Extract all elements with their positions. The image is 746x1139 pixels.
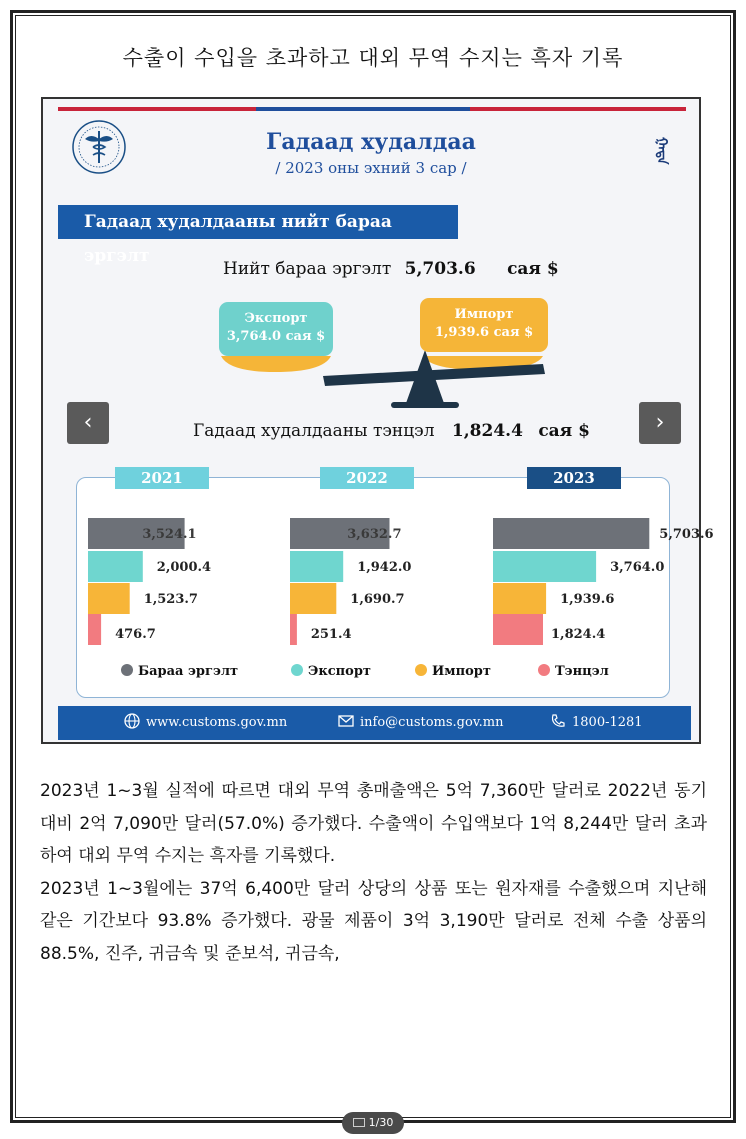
- bar-2022-3: [290, 583, 336, 614]
- legend-label: Бараа эргэлт: [138, 664, 239, 679]
- bar-2023-3: [493, 583, 546, 614]
- export-bubble-value: 3,764.0 сая $: [226, 329, 326, 344]
- legend-item-3: [415, 664, 491, 679]
- year-tab-2022: 2022: [320, 467, 414, 489]
- bar-2021-2: [88, 551, 143, 582]
- contact-footer: [58, 706, 691, 740]
- infographic-subtitle: / 2023 оны эхний 3 сар /: [275, 159, 467, 177]
- section-banner: Гадаад худалдааны нийт бараа эргэлт: [58, 205, 458, 239]
- paragraph: 2023년 1~3월 실적에 따르면 대외 무역 총매출액은 5억 7,360만 달러로 2022년 동기 대비 2억 7,090만 달러(57.0%) 증가했다. 수출액이 수입액보다 1억 8,244만 달러 초과하여 대외 무역 수지는 흑자를 기록했다.: [40, 781, 707, 867]
- bar-2021-4: [88, 614, 101, 645]
- bar-label-2023-3: 1,939.6: [560, 592, 615, 607]
- page-indicator: [342, 1112, 404, 1134]
- footer-website-text: www.customs.gov.mn: [146, 715, 288, 730]
- bar-label-2021-2: 2,000.4: [156, 560, 212, 575]
- bar-label-2023-1: 5,703.6: [659, 527, 714, 542]
- year-tab-2023: 2023: [527, 467, 621, 489]
- bar-2022-2: [290, 551, 343, 582]
- bar-label-2021-3: 1,523.7: [143, 592, 198, 607]
- balance-unit: сая $: [538, 421, 590, 441]
- balance-label: Гадаад худалдааны тэнцэл: [193, 421, 435, 441]
- bar-2023-2: [493, 551, 596, 582]
- bar-2022-4: [290, 614, 297, 645]
- total-value: 5,703.6: [404, 259, 476, 279]
- legend-swatch: [415, 664, 427, 676]
- infographic-image: [41, 97, 714, 744]
- footer-phone-text: 1800-1281: [572, 715, 643, 730]
- footer-website: [124, 706, 287, 740]
- legend-item-4: [538, 664, 609, 679]
- mail-icon: [338, 713, 354, 729]
- bar-label-2022-1: 3,632.7: [347, 527, 402, 542]
- next-slide-button[interactable]: ›: [639, 402, 681, 444]
- article-body: [40, 775, 707, 971]
- bar-label-2021-1: 3,524.1: [142, 527, 197, 542]
- bar-label-2022-4: 251.4: [310, 627, 352, 642]
- footer-phone: [550, 706, 643, 740]
- bar-2021-3: [88, 583, 130, 614]
- import-bubble-value: 1,939.6 сая $: [434, 325, 534, 340]
- bar-2023-1: [493, 518, 649, 549]
- footer-email: [338, 706, 503, 740]
- phone-icon: [550, 713, 566, 729]
- document-title: 수출이 수입을 초과하고 대외 무역 수지는 흑자 기록: [122, 46, 624, 70]
- bar-label-2022-3: 1,690.7: [350, 592, 405, 607]
- globe-icon: [124, 713, 140, 729]
- legend-item-1: [121, 664, 238, 679]
- legend-item-2: [291, 664, 371, 679]
- bar-label-2023-2: 3,764.0: [610, 560, 665, 575]
- bar-chart: [43, 99, 714, 742]
- export-bubble-label: Экспорт: [244, 311, 308, 326]
- bar-2023-4: [493, 614, 543, 645]
- balance-value: 1,824.4: [451, 421, 523, 441]
- page-number: 1/30: [368, 1116, 394, 1129]
- footer-email-text: info@customs.gov.mn: [360, 715, 504, 730]
- mongol-script-label: ᠭᠠᠳᠠ: [654, 137, 669, 165]
- import-bubble-label: Импорт: [454, 307, 514, 322]
- total-unit: сая $: [507, 259, 559, 279]
- legend-label: Импорт: [432, 664, 491, 679]
- infographic-title: Гадаад худалдаа: [266, 129, 476, 155]
- legend-label: Экспорт: [308, 664, 371, 679]
- previous-slide-button[interactable]: ‹: [67, 402, 109, 444]
- bar-label-2022-2: 1,942.0: [357, 560, 412, 575]
- bar-label-2021-4: 476.7: [115, 627, 156, 642]
- year-tab-2021: 2021: [115, 467, 209, 489]
- paragraph: 2023년 1~3월에는 37억 6,400만 달러 상당의 상품 또는 원자재를 수출했으며 지난해 같은 기간보다 93.8% 증가했다. 광물 제품이 3억 3,190만 달러로 전체 수출 상품의 88.5%, 진주, 귀금속 및 준보석, 귀금속,: [40, 878, 707, 964]
- legend-swatch: [291, 664, 303, 676]
- bar-label-2023-4: 1,824.4: [551, 627, 606, 642]
- legend-swatch: [121, 664, 133, 676]
- page-icon: [353, 1118, 365, 1127]
- legend-swatch: [538, 664, 550, 676]
- legend-label: Тэнцэл: [555, 664, 609, 679]
- total-label: Нийт бараа эргэлт: [223, 259, 392, 279]
